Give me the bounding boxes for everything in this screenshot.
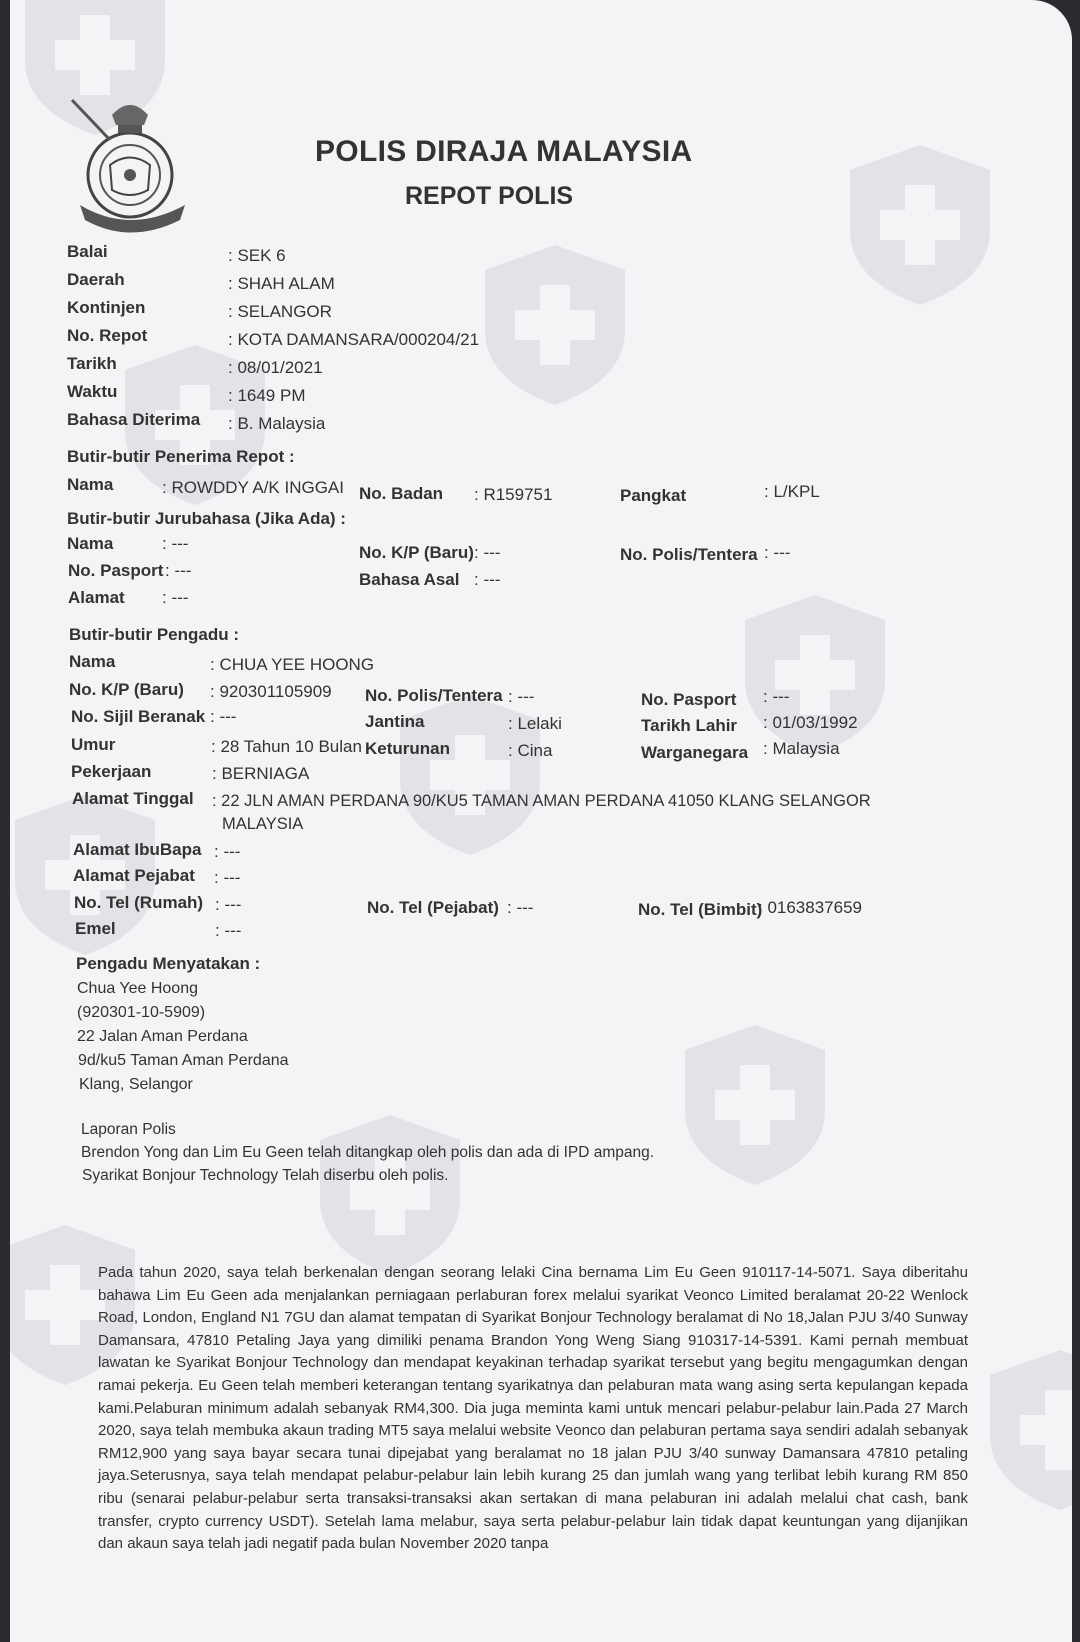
waktu-value: : 1649 PM [228,386,306,405]
jurubahasa-kp-label: No. K/P (Baru) [359,543,474,562]
pengadu-tinggal-value-line2: MALAYSIA [222,815,304,833]
pengadu-telpejabat-label: No. Tel (Pejabat) [367,898,499,917]
pengadu-polis-label: No. Polis/Tentera [365,686,503,705]
pengadu-pekerjaan-value: : BERNIAGA [212,764,310,783]
shield-cross-watermark-icon [845,140,995,310]
laporan-line: Laporan Polis [81,1121,176,1138]
jurubahasa-bahasa-label: Bahasa Asal [359,570,460,589]
tarikh-label: Tarikh [67,354,117,373]
no-repot-label: No. Repot [67,326,148,345]
address-line: 9d/ku5 Taman Aman Perdana [78,1052,289,1069]
pengadu-keturunan-label: Keturunan [365,739,450,758]
penerima-badan-label: No. Badan [359,484,444,503]
pengadu-sijil-label: No. Sijil Beranak [71,707,206,726]
kontinjen-value: : SELANGOR [228,302,332,321]
shield-cross-watermark-icon [315,1110,465,1280]
pengadu-nama-label: Nama [69,652,116,671]
jurubahasa-alamat-label: Alamat [68,588,125,607]
pengadu-tinggal-label: Alamat Tinggal [72,789,194,808]
shield-cross-watermark-icon [740,590,890,760]
laporan-line: Brendon Yong dan Lim Eu Geen telah ditangkap oleh polis dan ada di IPD ampang. [81,1144,655,1161]
pengadu-pasport-label: No. Pasport [641,690,737,709]
jurubahasa-pasport-value: : --- [165,561,192,580]
pengadu-umur-label: Umur [71,735,116,754]
laporan-line: Syarikat Bonjour Technology Telah diserbu oleh polis. [82,1167,449,1184]
jurubahasa-bahasa-value: : --- [474,570,501,589]
pengadu-telpejabat-value: : --- [507,898,534,917]
pengadu-pejabat-value: : --- [214,868,241,887]
penerima-badan-value: : R159751 [474,485,553,504]
address-line: Chua Yee Hoong [77,980,198,997]
pengadu-telrumah-label: No. Tel (Rumah) [74,893,204,912]
penerima-nama-value: : ROWDDY A/K INGGAI [162,478,344,497]
penerima-pangkat-value: : L/KPL [764,482,820,501]
pengadu-ibubapa-value: : --- [214,842,241,861]
statement-body: Pada tahun 2020, saya telah berkenalan dengan seorang lelaki Cina bernama Lim Eu Geen 910117-14-5071. Saya diberitahu bahawa Lim Eu Geen ada menjalankan perniagaan perlaburan forex melalui syarikat Veonco Limited beralamat 20-22 Wenlock Road, London, England N1 7GU dan alamat tempatan di Syarikat Bonjour Technology beralamat di No 18,Jalan PJU 3/40 Sunway Damansara, 47810 Petaling Jaya yang dimiliki penama Brandon Yong Weng Siang 910317-14-5391. Kami pernah membuat lawatan ke Syarikat Bonjour Technology dan mendapat keyakinan terhadap syarikat tersebut yang begitu mengagumkan dengan ramai pekerja. Eu Geen telah memberi keterangan tentang syarikatnya dan pelaburan mata wang asing serta kepulangan kepada kami.Pelaburan minimum adalah sebanyak RM4,300. Dia juga meminta kami untuk mencari pelabur-pelabur lain.Pada 27 March 2020, saya telah membuka akaun trading MT5 saya melalui website Veonco dan pelaburan pertama saya sendiri adalah sebanyak RM12,900 yang saya bayar secara tunai dipejabat yang beralamat no 18 jalan PJU 3/40 sunway Damansara 47810 petaling jaya.Seterusnya, saya telah mendapat pelabur-pelabur lain lebih kurang 25 dan jumlah wang yang terlibat lebih kurang RM 850 ribu (senarai pelabur-pelabur serta transaksi-transaksi akan sertakan di mana pelaburan ini adalah melalui chat cash, bank transfer, crypto currency USDT). Setelah lama melabur, saya serta pelabur-pelabur lain tidak dapat keuntungan yang dijanjikan dan akaun saya telah jadi negatif pada bulan November 2020 tanpa [98,1264,968,1553]
waktu-label: Waktu [67,382,118,401]
shield-cross-watermark-icon [680,1020,830,1190]
pdrm-crest-icon [70,95,200,235]
pengadu-lahir-value: : 01/03/1992 [763,713,858,732]
pengadu-warga-value: : Malaysia [763,739,840,758]
pengadu-lahir-label: Tarikh Lahir [641,716,738,735]
jurubahasa-polis-value: : --- [764,543,791,562]
pengadu-umur-value: : 28 Tahun 10 Bulan [211,737,362,756]
penerima-pangkat-label: Pangkat [620,486,687,505]
bahasa-diterima-value: : B. Malaysia [228,414,326,433]
daerah-label: Daerah [67,270,125,289]
jurubahasa-polis-label: No. Polis/Tentera [620,545,758,564]
kontinjen-label: Kontinjen [67,298,146,317]
balai-value: : SEK 6 [228,246,286,265]
pengadu-pejabat-label: Alamat Pejabat [73,866,195,885]
address-line: Klang, Selangor [79,1076,193,1093]
jurubahasa-nama-label: Nama [67,534,114,553]
pengadu-kp-label: No. K/P (Baru) [69,680,184,699]
kenyataan-heading: Pengadu Menyatakan : [76,954,261,973]
page-title: POLIS DIRAJA MALAYSIA [315,135,693,168]
jurubahasa-kp-value: : --- [474,543,501,562]
pengadu-emel-label: Emel [75,919,116,938]
jurubahasa-nama-value: : --- [162,534,189,553]
pengadu-tinggal-value: : 22 JLN AMAN PERDANA 90/KU5 TAMAN AMAN PERDANA 41050 KLANG SELANGOR [212,792,871,810]
pengadu-jantina-label: Jantina [365,712,425,731]
pengadu-jantina-value: : Lelaki [508,714,562,733]
pengadu-telbimbit-label: No. Tel (Bimbit) [638,900,763,919]
pengadu-nama-value: : CHUA YEE HOONG [210,655,375,674]
pengadu-sijil-value: : --- [210,707,237,726]
bahasa-diterima-label: Bahasa Diterima [67,410,201,429]
shield-cross-watermark-icon [480,240,630,410]
jurubahasa-pasport-label: No. Pasport [68,561,164,580]
pengadu-polis-value: : --- [508,687,535,706]
pengadu-telbimbit-value: : 0163837659 [758,898,862,917]
pengadu-ibubapa-label: Alamat IbuBapa [73,840,202,859]
pengadu-emel-value: : --- [215,921,242,940]
jurubahasa-heading: Butir-butir Jurubahasa (Jika Ada) : [67,509,346,528]
pengadu-pasport-value: : --- [763,687,790,706]
pengadu-warga-label: Warganegara [641,743,749,762]
report-document [10,0,1072,1642]
penerima-nama-label: Nama [67,475,114,494]
tarikh-value: : 08/01/2021 [228,358,323,377]
penerima-heading: Butir-butir Penerima Repot : [67,447,295,466]
pengadu-pekerjaan-label: Pekerjaan [71,762,152,781]
pengadu-kp-value: : 920301105909 [210,682,332,701]
address-line: (920301-10-5909) [77,1004,206,1021]
pengadu-keturunan-value: : Cina [508,741,553,760]
pengadu-heading: Butir-butir Pengadu : [69,625,239,644]
daerah-value: : SHAH ALAM [228,274,335,293]
balai-label: Balai [67,242,108,261]
pengadu-telrumah-value: : --- [215,895,242,914]
address-line: 22 Jalan Aman Perdana [77,1028,248,1045]
page-subtitle: REPOT POLIS [405,182,574,210]
no-repot-value: : KOTA DAMANSARA/000204/21 [228,330,480,349]
shield-cross-watermark-icon [985,1345,1072,1515]
jurubahasa-alamat-value: : --- [162,588,189,607]
